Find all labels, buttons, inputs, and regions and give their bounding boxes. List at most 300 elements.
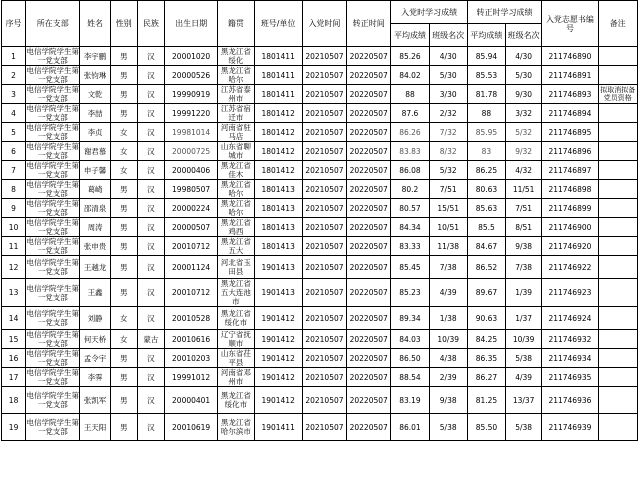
header-seq: 序号 (2, 1, 26, 47)
cell-branch: 电信学院学生第一党支部 (26, 123, 80, 141)
cell-remark (598, 142, 637, 161)
cell-formal-date: 20220507 (347, 279, 391, 307)
cell-seq: 8 (2, 180, 26, 199)
cell-join-date: 20210507 (302, 180, 346, 199)
cell-branch: 电信学院学生第一党支部 (26, 387, 80, 414)
cell-ethnicity: 汉 (137, 387, 164, 414)
cell-seq: 2 (2, 66, 26, 85)
cell-avg-formal: 90.63 (467, 307, 505, 330)
cell-avg-formal: 81.25 (467, 387, 505, 414)
cell-join-date: 20210507 (302, 237, 346, 256)
cell-rank-join: 7/38 (429, 256, 467, 279)
cell-gender: 女 (110, 142, 137, 161)
cell-name: 张钧琳 (80, 66, 110, 85)
cell-avg-formal: 86.27 (467, 368, 505, 387)
cell-gender: 男 (110, 66, 137, 85)
table-row (2, 330, 638, 349)
cell-birth: 20001124 (164, 256, 217, 279)
cell-seq: 19 (2, 414, 26, 441)
cell-rank-formal: 5/38 (506, 414, 542, 441)
table-row (2, 256, 638, 279)
cell-class: 1801411 (254, 85, 302, 104)
cell-join-date: 20210507 (302, 47, 346, 66)
table-row (2, 104, 638, 123)
cell-avg-join: 86.08 (391, 161, 429, 180)
cell-remark (598, 66, 637, 85)
cell-name: 王越龙 (80, 256, 110, 279)
cell-native: 黑龙江省鸡西 (218, 218, 254, 237)
cell-avg-formal: 86.35 (467, 349, 505, 368)
table-row (2, 237, 638, 256)
cell-native: 黑龙江省绥化 (218, 47, 254, 66)
cell-avg-join: 87.6 (391, 104, 429, 123)
cell-remark (598, 279, 637, 307)
cell-name: 李喆 (80, 104, 110, 123)
cell-native: 辽宁省抚顺市 (218, 330, 254, 349)
cell-rank-join: 10/39 (429, 330, 467, 349)
cell-volunteer-no: 211746893 (542, 85, 598, 104)
header-class: 班号/单位 (254, 1, 302, 47)
cell-seq: 5 (2, 123, 26, 142)
cell-gender: 女 (110, 330, 137, 349)
cell-ethnicity: 汉 (137, 123, 164, 142)
cell-formal-date: 20220507 (347, 123, 391, 142)
cell-branch: 电信学院学生第一党支部 (26, 47, 80, 65)
cell-volunteer-no: 211746891 (542, 66, 598, 85)
cell-avg-join: 84.03 (391, 330, 429, 349)
cell-volunteer-no: 211746898 (542, 180, 598, 199)
table-row (2, 368, 638, 387)
cell-avg-join: 84.34 (391, 218, 429, 237)
cell-volunteer-no: 211746932 (542, 330, 598, 349)
cell-rank-formal: 1/37 (506, 307, 542, 330)
cell-gender: 男 (110, 349, 137, 368)
cell-join-date: 20210507 (302, 66, 346, 85)
cell-avg-join: 85.45 (391, 256, 429, 279)
cell-ethnicity: 汉 (137, 85, 164, 104)
cell-branch: 电信学院学生第一党支部 (26, 180, 80, 198)
cell-avg-join: 83.83 (391, 142, 429, 161)
cell-formal-date: 20220507 (347, 414, 391, 441)
cell-rank-formal: 5/30 (506, 66, 542, 85)
cell-rank-join: 10/51 (429, 218, 467, 237)
cell-ethnicity: 汉 (137, 142, 164, 161)
cell-gender: 男 (110, 414, 137, 441)
cell-name: 葛崎 (80, 180, 110, 199)
cell-ethnicity: 汉 (137, 279, 164, 307)
header-avg-join: 平均成绩 (391, 24, 429, 47)
table-row (2, 349, 638, 368)
cell-rank-join: 9/38 (429, 387, 467, 414)
header-formal-date: 转正时间 (347, 1, 391, 47)
cell-formal-date: 20220507 (347, 256, 391, 279)
cell-ethnicity: 蒙古 (137, 330, 164, 349)
cell-avg-join: 86.26 (391, 123, 429, 142)
cell-join-date: 20210507 (302, 307, 346, 330)
cell-seq: 10 (2, 218, 26, 237)
cell-gender: 男 (110, 47, 137, 66)
cell-branch: 电信学院学生第一党支部 (26, 368, 80, 386)
cell-avg-formal: 80.63 (467, 180, 505, 199)
cell-formal-date: 20220507 (347, 161, 391, 180)
cell-branch: 电信学院学生第一党支部 (26, 330, 80, 348)
cell-name: 李贞 (80, 123, 110, 142)
cell-native: 黑龙江省哈尔 (218, 199, 254, 218)
header-native: 籍贯 (218, 1, 254, 47)
cell-join-date: 20210507 (302, 279, 346, 307)
cell-rank-formal: 3/32 (506, 104, 542, 123)
cell-join-date: 20210507 (302, 199, 346, 218)
cell-native: 江苏省宿迁市 (218, 104, 254, 123)
cell-seq: 11 (2, 237, 26, 256)
cell-rank-formal: 4/32 (506, 161, 542, 180)
cell-avg-join: 86.01 (391, 414, 429, 441)
cell-avg-join: 89.34 (391, 307, 429, 330)
cell-join-date: 20210507 (302, 218, 346, 237)
cell-ethnicity: 汉 (137, 414, 164, 441)
cell-rank-join: 2/32 (429, 104, 467, 123)
cell-name: 周涛 (80, 218, 110, 237)
cell-gender: 男 (110, 256, 137, 279)
table-row (2, 279, 638, 307)
table-row (2, 47, 638, 66)
cell-birth: 20000224 (164, 199, 217, 218)
cell-rank-formal: 7/51 (506, 199, 542, 218)
cell-seq: 12 (2, 256, 26, 279)
cell-avg-join: 83.33 (391, 237, 429, 256)
cell-birth: 20010619 (164, 414, 217, 441)
cell-join-date: 20210507 (302, 161, 346, 180)
cell-seq: 18 (2, 387, 26, 414)
cell-join-date: 20210507 (302, 256, 346, 279)
cell-rank-formal: 9/32 (506, 142, 542, 161)
cell-name: 邵清泉 (80, 199, 110, 218)
cell-birth: 19980507 (164, 180, 217, 199)
cell-name: 申子馨 (80, 161, 110, 180)
cell-native: 山东省聊城市 (218, 142, 254, 161)
cell-avg-formal: 85.63 (467, 199, 505, 218)
cell-rank-formal: 7/38 (506, 256, 542, 279)
cell-seq: 6 (2, 142, 26, 161)
table-row (2, 307, 638, 330)
cell-formal-date: 20220507 (347, 237, 391, 256)
table-row (2, 142, 638, 161)
cell-join-date: 20210507 (302, 349, 346, 368)
cell-seq: 13 (2, 279, 26, 307)
cell-birth: 19991220 (164, 104, 217, 123)
cell-remark (598, 387, 637, 414)
cell-join-date: 20210507 (302, 85, 346, 104)
table-row (2, 199, 638, 218)
cell-branch: 电信学院学生第一党支部 (26, 199, 80, 217)
cell-class: 1801412 (254, 123, 302, 142)
cell-name: 王鑫 (80, 279, 110, 307)
cell-branch: 电信学院学生第一党支部 (26, 218, 80, 236)
cell-name: 谢君慕 (80, 142, 110, 161)
cell-class: 1901413 (254, 256, 302, 279)
cell-branch: 电信学院学生第一党支部 (26, 237, 80, 255)
cell-ethnicity: 汉 (137, 180, 164, 199)
cell-ethnicity: 汉 (137, 104, 164, 123)
cell-ethnicity: 汉 (137, 237, 164, 256)
cell-avg-join: 88 (391, 85, 429, 104)
cell-ethnicity: 汉 (137, 307, 164, 330)
cell-rank-join: 11/38 (429, 237, 467, 256)
cell-name: 文乾 (80, 85, 110, 104)
cell-formal-date: 20220507 (347, 307, 391, 330)
cell-birth: 20000725 (164, 142, 217, 161)
cell-formal-date: 20220507 (347, 66, 391, 85)
cell-rank-formal: 5/32 (506, 123, 542, 142)
cell-formal-date: 20220507 (347, 180, 391, 199)
header-remark: 备注 (598, 1, 637, 47)
cell-class: 1801412 (254, 142, 302, 161)
cell-rank-formal: 4/30 (506, 47, 542, 66)
header-join-scores: 入党时学习成绩 (391, 1, 467, 24)
cell-native: 黑龙江省绥化市 (218, 307, 254, 330)
cell-join-date: 20210507 (302, 104, 346, 123)
cell-rank-formal: 9/38 (506, 237, 542, 256)
cell-gender: 男 (110, 85, 137, 104)
cell-avg-join: 80.2 (391, 180, 429, 199)
cell-name: 李宇鹏 (80, 47, 110, 66)
table-row (2, 66, 638, 85)
cell-branch: 电信学院学生第一党支部 (26, 142, 80, 160)
header-branch: 所在支部 (26, 1, 80, 47)
cell-name: 何天桥 (80, 330, 110, 349)
cell-name: 张凯军 (80, 387, 110, 414)
cell-class: 1801413 (254, 180, 302, 199)
table-row (2, 85, 638, 104)
cell-avg-join: 85.26 (391, 47, 429, 66)
cell-avg-formal: 84.25 (467, 330, 505, 349)
table-row (2, 414, 638, 441)
cell-avg-join: 83.19 (391, 387, 429, 414)
cell-birth: 19990919 (164, 85, 217, 104)
cell-ethnicity: 汉 (137, 218, 164, 237)
cell-rank-join: 4/30 (429, 47, 467, 66)
member-table (1, 0, 638, 441)
cell-rank-join: 8/32 (429, 142, 467, 161)
cell-remark (598, 104, 637, 123)
cell-remark (598, 123, 637, 142)
cell-class: 1901412 (254, 368, 302, 387)
cell-avg-join: 85.23 (391, 279, 429, 307)
cell-avg-formal: 88 (467, 104, 505, 123)
cell-remark (598, 237, 637, 256)
cell-ethnicity: 汉 (137, 161, 164, 180)
cell-avg-formal: 85.53 (467, 66, 505, 85)
table-row (2, 180, 638, 199)
header-rank-join: 班级名次 (429, 24, 467, 47)
cell-remark (598, 199, 637, 218)
cell-avg-join: 80.57 (391, 199, 429, 218)
cell-rank-join: 1/38 (429, 307, 467, 330)
header-name: 姓名 (80, 1, 110, 47)
cell-birth: 20001020 (164, 47, 217, 66)
cell-branch: 电信学院学生第一党支部 (26, 349, 80, 367)
cell-join-date: 20210507 (302, 330, 346, 349)
cell-gender: 男 (110, 387, 137, 414)
header-formal-scores: 转正时学习成绩 (467, 1, 541, 24)
cell-branch: 电信学院学生第一党支部 (26, 414, 80, 441)
cell-gender: 男 (110, 199, 137, 218)
cell-formal-date: 20220507 (347, 349, 391, 368)
header-rank-formal: 班级名次 (506, 24, 542, 47)
cell-class: 1801413 (254, 218, 302, 237)
cell-volunteer-no: 211746934 (542, 349, 598, 368)
cell-native: 河北省玉田县 (218, 256, 254, 279)
cell-formal-date: 20220507 (347, 104, 391, 123)
cell-name: 张申贵 (80, 237, 110, 256)
cell-formal-date: 20220507 (347, 368, 391, 387)
cell-seq: 3 (2, 85, 26, 104)
cell-rank-join: 5/32 (429, 161, 467, 180)
cell-branch: 电信学院学生第一党支部 (26, 256, 80, 279)
cell-birth: 19981014 (164, 123, 217, 142)
cell-class: 1801412 (254, 104, 302, 123)
table-row (2, 387, 638, 414)
cell-seq: 14 (2, 307, 26, 330)
cell-avg-formal: 84.67 (467, 237, 505, 256)
cell-seq: 17 (2, 368, 26, 387)
cell-ethnicity: 汉 (137, 199, 164, 218)
cell-birth: 20010528 (164, 307, 217, 330)
cell-join-date: 20210507 (302, 123, 346, 142)
cell-gender: 男 (110, 180, 137, 199)
cell-rank-formal: 1/39 (506, 279, 542, 307)
cell-rank-formal: 9/30 (506, 85, 542, 104)
cell-seq: 15 (2, 330, 26, 349)
cell-avg-formal: 86.25 (467, 161, 505, 180)
cell-birth: 20010712 (164, 237, 217, 256)
cell-native: 黑龙江省哈尔 (218, 66, 254, 85)
cell-birth: 20000526 (164, 66, 217, 85)
cell-volunteer-no: 211746894 (542, 104, 598, 123)
cell-volunteer-no: 211746890 (542, 47, 598, 66)
cell-avg-join: 86.50 (391, 349, 429, 368)
cell-name: 孟令宇 (80, 349, 110, 368)
cell-rank-formal: 10/39 (506, 330, 542, 349)
cell-avg-formal: 85.50 (467, 414, 505, 441)
cell-remark (598, 368, 637, 387)
cell-avg-join: 88.54 (391, 368, 429, 387)
cell-native: 黑龙江省佳木 (218, 161, 254, 180)
cell-avg-formal: 86.52 (467, 256, 505, 279)
cell-rank-formal: 8/51 (506, 218, 542, 237)
cell-remark (598, 218, 637, 237)
cell-rank-formal: 5/38 (506, 349, 542, 368)
cell-seq: 9 (2, 199, 26, 218)
cell-remark (598, 330, 637, 349)
cell-branch: 电信学院学生第一党支部 (26, 104, 80, 122)
cell-volunteer-no: 211746924 (542, 307, 598, 330)
cell-join-date: 20210507 (302, 387, 346, 414)
cell-birth: 20000507 (164, 218, 217, 237)
cell-avg-formal: 89.67 (467, 279, 505, 307)
cell-ethnicity: 汉 (137, 47, 164, 66)
cell-rank-join: 7/32 (429, 123, 467, 142)
cell-avg-formal: 81.78 (467, 85, 505, 104)
cell-branch: 电信学院学生第一党支部 (26, 279, 80, 307)
cell-avg-formal: 83 (467, 142, 505, 161)
cell-class: 1901412 (254, 387, 302, 414)
table-row (2, 161, 638, 180)
cell-gender: 男 (110, 368, 137, 387)
cell-remark (598, 307, 637, 330)
cell-avg-formal: 85.5 (467, 218, 505, 237)
cell-gender: 男 (110, 237, 137, 256)
header-gender: 性别 (110, 1, 137, 47)
header-row-1 (2, 1, 638, 24)
cell-rank-join: 15/51 (429, 199, 467, 218)
cell-native: 河南省驻马店 (218, 123, 254, 142)
cell-avg-formal: 85.94 (467, 47, 505, 66)
cell-birth: 19991012 (164, 368, 217, 387)
cell-seq: 16 (2, 349, 26, 368)
cell-seq: 1 (2, 47, 26, 66)
cell-rank-join: 3/30 (429, 85, 467, 104)
cell-remark (598, 256, 637, 279)
cell-native: 黑龙江省哈尔滨市 (218, 414, 254, 441)
cell-formal-date: 20220507 (347, 218, 391, 237)
cell-formal-date: 20220507 (347, 199, 391, 218)
cell-avg-join: 84.02 (391, 66, 429, 85)
cell-birth: 20010203 (164, 349, 217, 368)
cell-rank-formal: 4/39 (506, 368, 542, 387)
cell-class: 1901411 (254, 414, 302, 441)
header-volunteer-no: 入党志愿书编号 (542, 1, 598, 47)
cell-gender: 女 (110, 307, 137, 330)
cell-birth: 20000406 (164, 161, 217, 180)
cell-ethnicity: 汉 (137, 349, 164, 368)
header-join-date: 入党时间 (302, 1, 346, 47)
cell-volunteer-no: 211746923 (542, 279, 598, 307)
cell-native: 黑龙江省绥化市 (218, 387, 254, 414)
cell-branch: 电信学院学生第一党支部 (26, 307, 80, 330)
cell-formal-date: 20220507 (347, 47, 391, 66)
cell-remark: 拟取消拟备党员资格 (598, 85, 637, 104)
cell-join-date: 20210507 (302, 142, 346, 161)
cell-gender: 男 (110, 279, 137, 307)
cell-volunteer-no: 211746935 (542, 368, 598, 387)
header-ethnicity: 民族 (137, 1, 164, 47)
cell-class: 1801411 (254, 66, 302, 85)
cell-remark (598, 161, 637, 180)
cell-name: 王天阳 (80, 414, 110, 441)
cell-class: 1801413 (254, 199, 302, 218)
cell-class: 1801413 (254, 237, 302, 256)
table-body (2, 47, 638, 441)
cell-rank-join: 4/39 (429, 279, 467, 307)
cell-volunteer-no: 211746936 (542, 387, 598, 414)
cell-volunteer-no: 211746896 (542, 142, 598, 161)
cell-gender: 男 (110, 218, 137, 237)
cell-remark (598, 180, 637, 199)
cell-native: 河南省邓州市 (218, 368, 254, 387)
cell-rank-formal: 13/37 (506, 387, 542, 414)
cell-gender: 女 (110, 161, 137, 180)
cell-seq: 4 (2, 104, 26, 123)
cell-native: 黑龙江省哈尔 (218, 180, 254, 199)
table-row (2, 218, 638, 237)
cell-ethnicity: 汉 (137, 256, 164, 279)
cell-volunteer-no: 211746922 (542, 256, 598, 279)
cell-class: 1901412 (254, 307, 302, 330)
cell-join-date: 20210507 (302, 414, 346, 441)
cell-class: 1901412 (254, 330, 302, 349)
header-birth: 出生日期 (164, 1, 217, 47)
